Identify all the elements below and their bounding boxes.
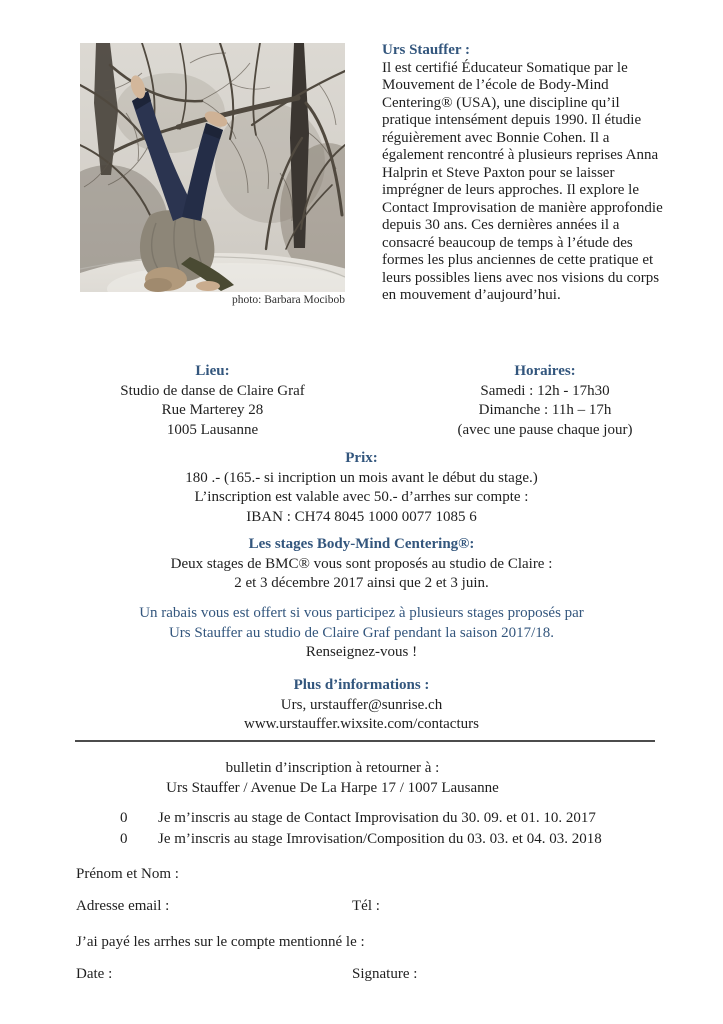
lieu-heading: Lieu: [195,363,230,379]
website-link[interactable]: www.urstauffer.wixsite.com/contacturs [244,716,479,732]
bulletin-section [65,759,600,798]
horaires-line: Samedi : 12h - 17h30 [480,382,610,399]
horaires-line: (avec une pause chaque jour) [457,421,633,438]
headstand-photo-graphic [80,43,345,292]
bulletin-intro: bulletin d’inscription à retourner à : [225,760,440,776]
option-label: Je m’inscris au stage Imrovisation/Composition du 03. 03. et 04. 03. 2018 [158,831,602,847]
photo-caption: photo: Barbara Mocibob [231,294,345,306]
stages-heading: Les stages Body-Mind Centering®: [248,536,475,552]
prix-line: 180 .- (165.- si incription un mois avant le début du stage.) [185,469,538,486]
lieu-section [55,362,370,440]
prix-section [0,449,723,527]
prix-heading: Prix: [345,450,378,466]
rabais-section [0,604,723,663]
bio-section [382,42,668,305]
option-checkbox[interactable]: 0 [120,831,128,847]
horaires-section [385,362,705,440]
bio-heading: Urs Stauffer : [382,42,471,58]
option-label: Je m’inscris au stage de Contact Improvisation du 30. 09. et 01. 10. 2017 [158,810,596,826]
infos-section [0,676,723,735]
stages-line: Deux stages de BMC® vous sont proposés au studio de Claire : [170,555,553,572]
bulletin-address: Urs Stauffer / Avenue De La Harpe 17 / 1007 Lausanne [166,779,499,796]
option-row-improvisation-composition[interactable] [120,829,602,850]
lieu-line: Studio de danse de Claire Graf [120,382,305,399]
name-field-label: Prénom et Nom : [76,866,179,882]
headstand-photo [80,43,345,292]
rabais-line: Urs Stauffer au studio de Claire Graf pendant la saison 2017/18. [168,624,555,641]
rabais-line: Un rabais vous est offert si vous participez à plusieurs stages proposés par [139,605,584,621]
paid-field-label: J’ai payé les arrhes sur le compte mentionné le : [76,934,365,950]
option-checkbox[interactable]: 0 [120,810,128,826]
email-field-label: Adresse email : [76,898,170,914]
option-row-contact-improvisation[interactable] [120,808,602,829]
bio-text: Il est certifié Éducateur Somatique par le Mouvement de l’école de Body-Mind Centering® (USA), une discipline qu’il pratique intensément depuis 1990. Il étudie réguièrement avec Bonnie Cohen. Il a également rencontré à plusieurs reprises Anna Halprin et Steve Paxton pour se laisser imprégner de leurs approches. Il explore le Contact Improvisation de manière approfondie depuis 30 ans. Ces dernières années il a consacré beaucoup de temps à l’étude des formes les plus anciennes de cette pratique et leurs possibles liens avec nos visions du corps en mouvement d’aujourd’hui. [382,59,663,303]
stages-section [0,535,723,594]
date-field-label: Date : [76,966,113,982]
lieu-line: 1005 Lausanne [166,421,259,438]
signature-field-label: Signature : [352,966,418,982]
horaires-line: Dimanche : 11h – 17h [478,402,612,418]
registration-options [120,808,602,850]
lieu-line: Rue Marterey 28 [161,402,264,418]
horaires-heading: Horaires: [514,363,576,379]
divider-line [75,740,655,742]
tel-field-label: Tél : [352,898,380,914]
prix-line: L’inscription est valable avec 50.- d’arrhes sur compte : [194,489,529,505]
contact-email[interactable]: Urs, urstauffer@sunrise.ch [280,696,443,713]
stages-line: 2 et 3 décembre 2017 ainsi que 2 et 3 juin. [234,575,489,591]
rabais-note: Renseignez-vous ! [305,644,418,660]
infos-heading: Plus d’informations : [293,677,430,693]
prix-iban: IBAN : CH74 8045 1000 0077 1085 6 [246,508,477,525]
